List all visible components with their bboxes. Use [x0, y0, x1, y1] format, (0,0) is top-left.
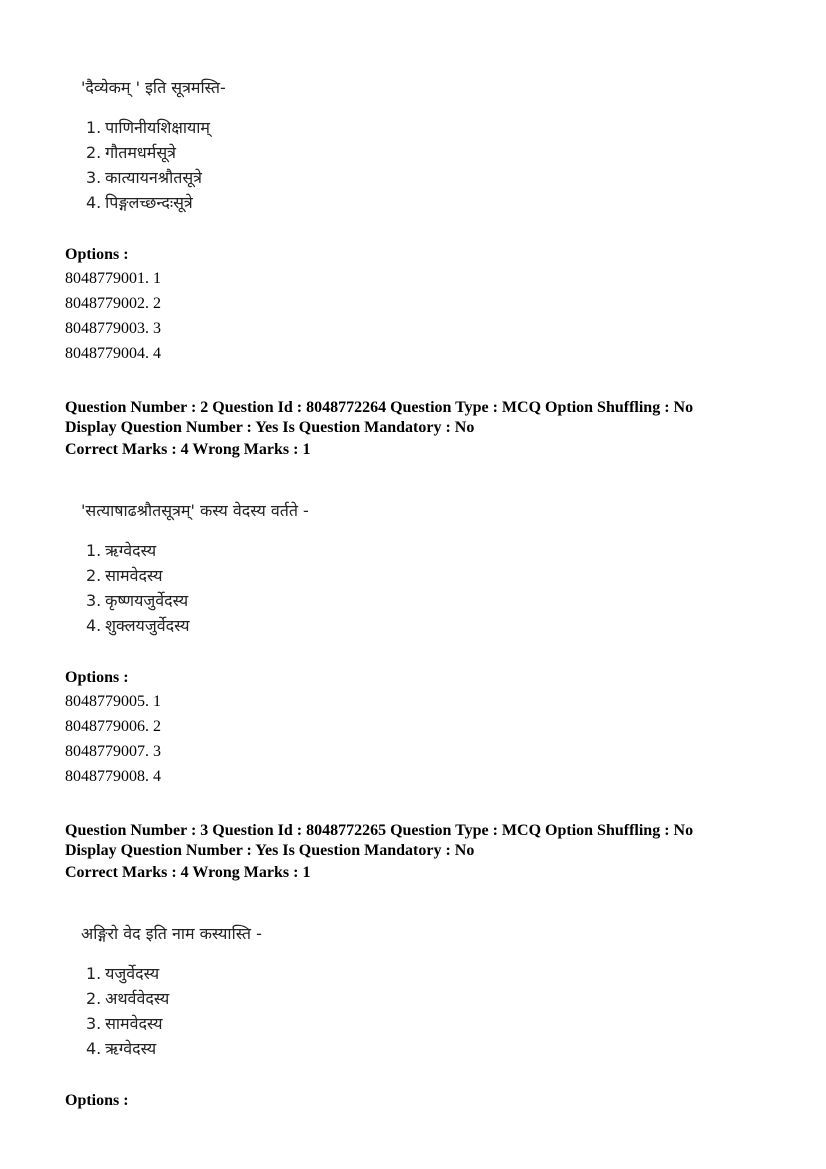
option-row: 8048779005. 1 [65, 693, 161, 710]
choice-item: 2. अथर्ववेदस्य [86, 989, 170, 1008]
option-row: 8048779007. 3 [65, 743, 161, 760]
choice-item: 3. कात्यायनश्रौतसूत्रे [86, 168, 202, 187]
question-meta-line2: Display Question Number : Yes Is Question Mandatory : No [65, 842, 475, 859]
option-row: 8048779004. 4 [65, 345, 161, 362]
choice-item: 1. ऋग्वेदस्य [86, 541, 157, 560]
option-row: 8048779001. 1 [65, 270, 161, 287]
option-row: 8048779006. 2 [65, 718, 161, 735]
choice-item: 3. सामवेदस्य [86, 1014, 163, 1033]
question-text: 'सत्याषाढश्रौतसूत्रम्' कस्य वेदस्य वर्तते - [81, 501, 309, 520]
choice-list [86, 538, 190, 638]
question-text: अङ्गिरो वेद इति नाम कस्यास्ति - [81, 924, 262, 943]
option-row: 8048779008. 4 [65, 768, 161, 785]
choice-item: 1. पाणिनीयशिक्षायाम् [86, 118, 210, 137]
choice-item: 2. गौतमधर्मसूत्रे [86, 143, 176, 162]
option-row: 8048779003. 3 [65, 320, 161, 337]
question-meta-line1: Question Number : 3 Question Id : 8048772265 Question Type : MCQ Option Shuffling : No [65, 822, 694, 839]
question-meta-line2: Display Question Number : Yes Is Question Mandatory : No [65, 419, 475, 436]
options-heading: Options : [65, 246, 129, 263]
choice-list [86, 961, 169, 1061]
choice-item: 3. कृष्णयजुर्वेदस्य [86, 591, 189, 610]
question-marks: Correct Marks : 4 Wrong Marks : 1 [65, 441, 311, 458]
question-text: 'दैव्येकम् ' इति सूत्रमस्ति- [81, 78, 226, 97]
options-heading: Options : [65, 1092, 129, 1109]
option-row: 8048779002. 2 [65, 295, 161, 312]
question-meta-line1: Question Number : 2 Question Id : 8048772264 Question Type : MCQ Option Shuffling : No [65, 399, 694, 416]
options-heading: Options : [65, 669, 129, 686]
choice-item: 2. सामवेदस्य [86, 566, 163, 585]
choice-item: 4. पिङ्गलच्छन्दःसूत्रे [86, 193, 193, 212]
choice-item: 4. शुक्लयजुर्वेदस्य [86, 616, 190, 635]
question-marks: Correct Marks : 4 Wrong Marks : 1 [65, 864, 311, 881]
choice-item: 4. ऋग्वेदस्य [86, 1039, 157, 1058]
choice-list [86, 115, 210, 215]
choice-item: 1. यजुर्वेदस्य [86, 964, 160, 983]
